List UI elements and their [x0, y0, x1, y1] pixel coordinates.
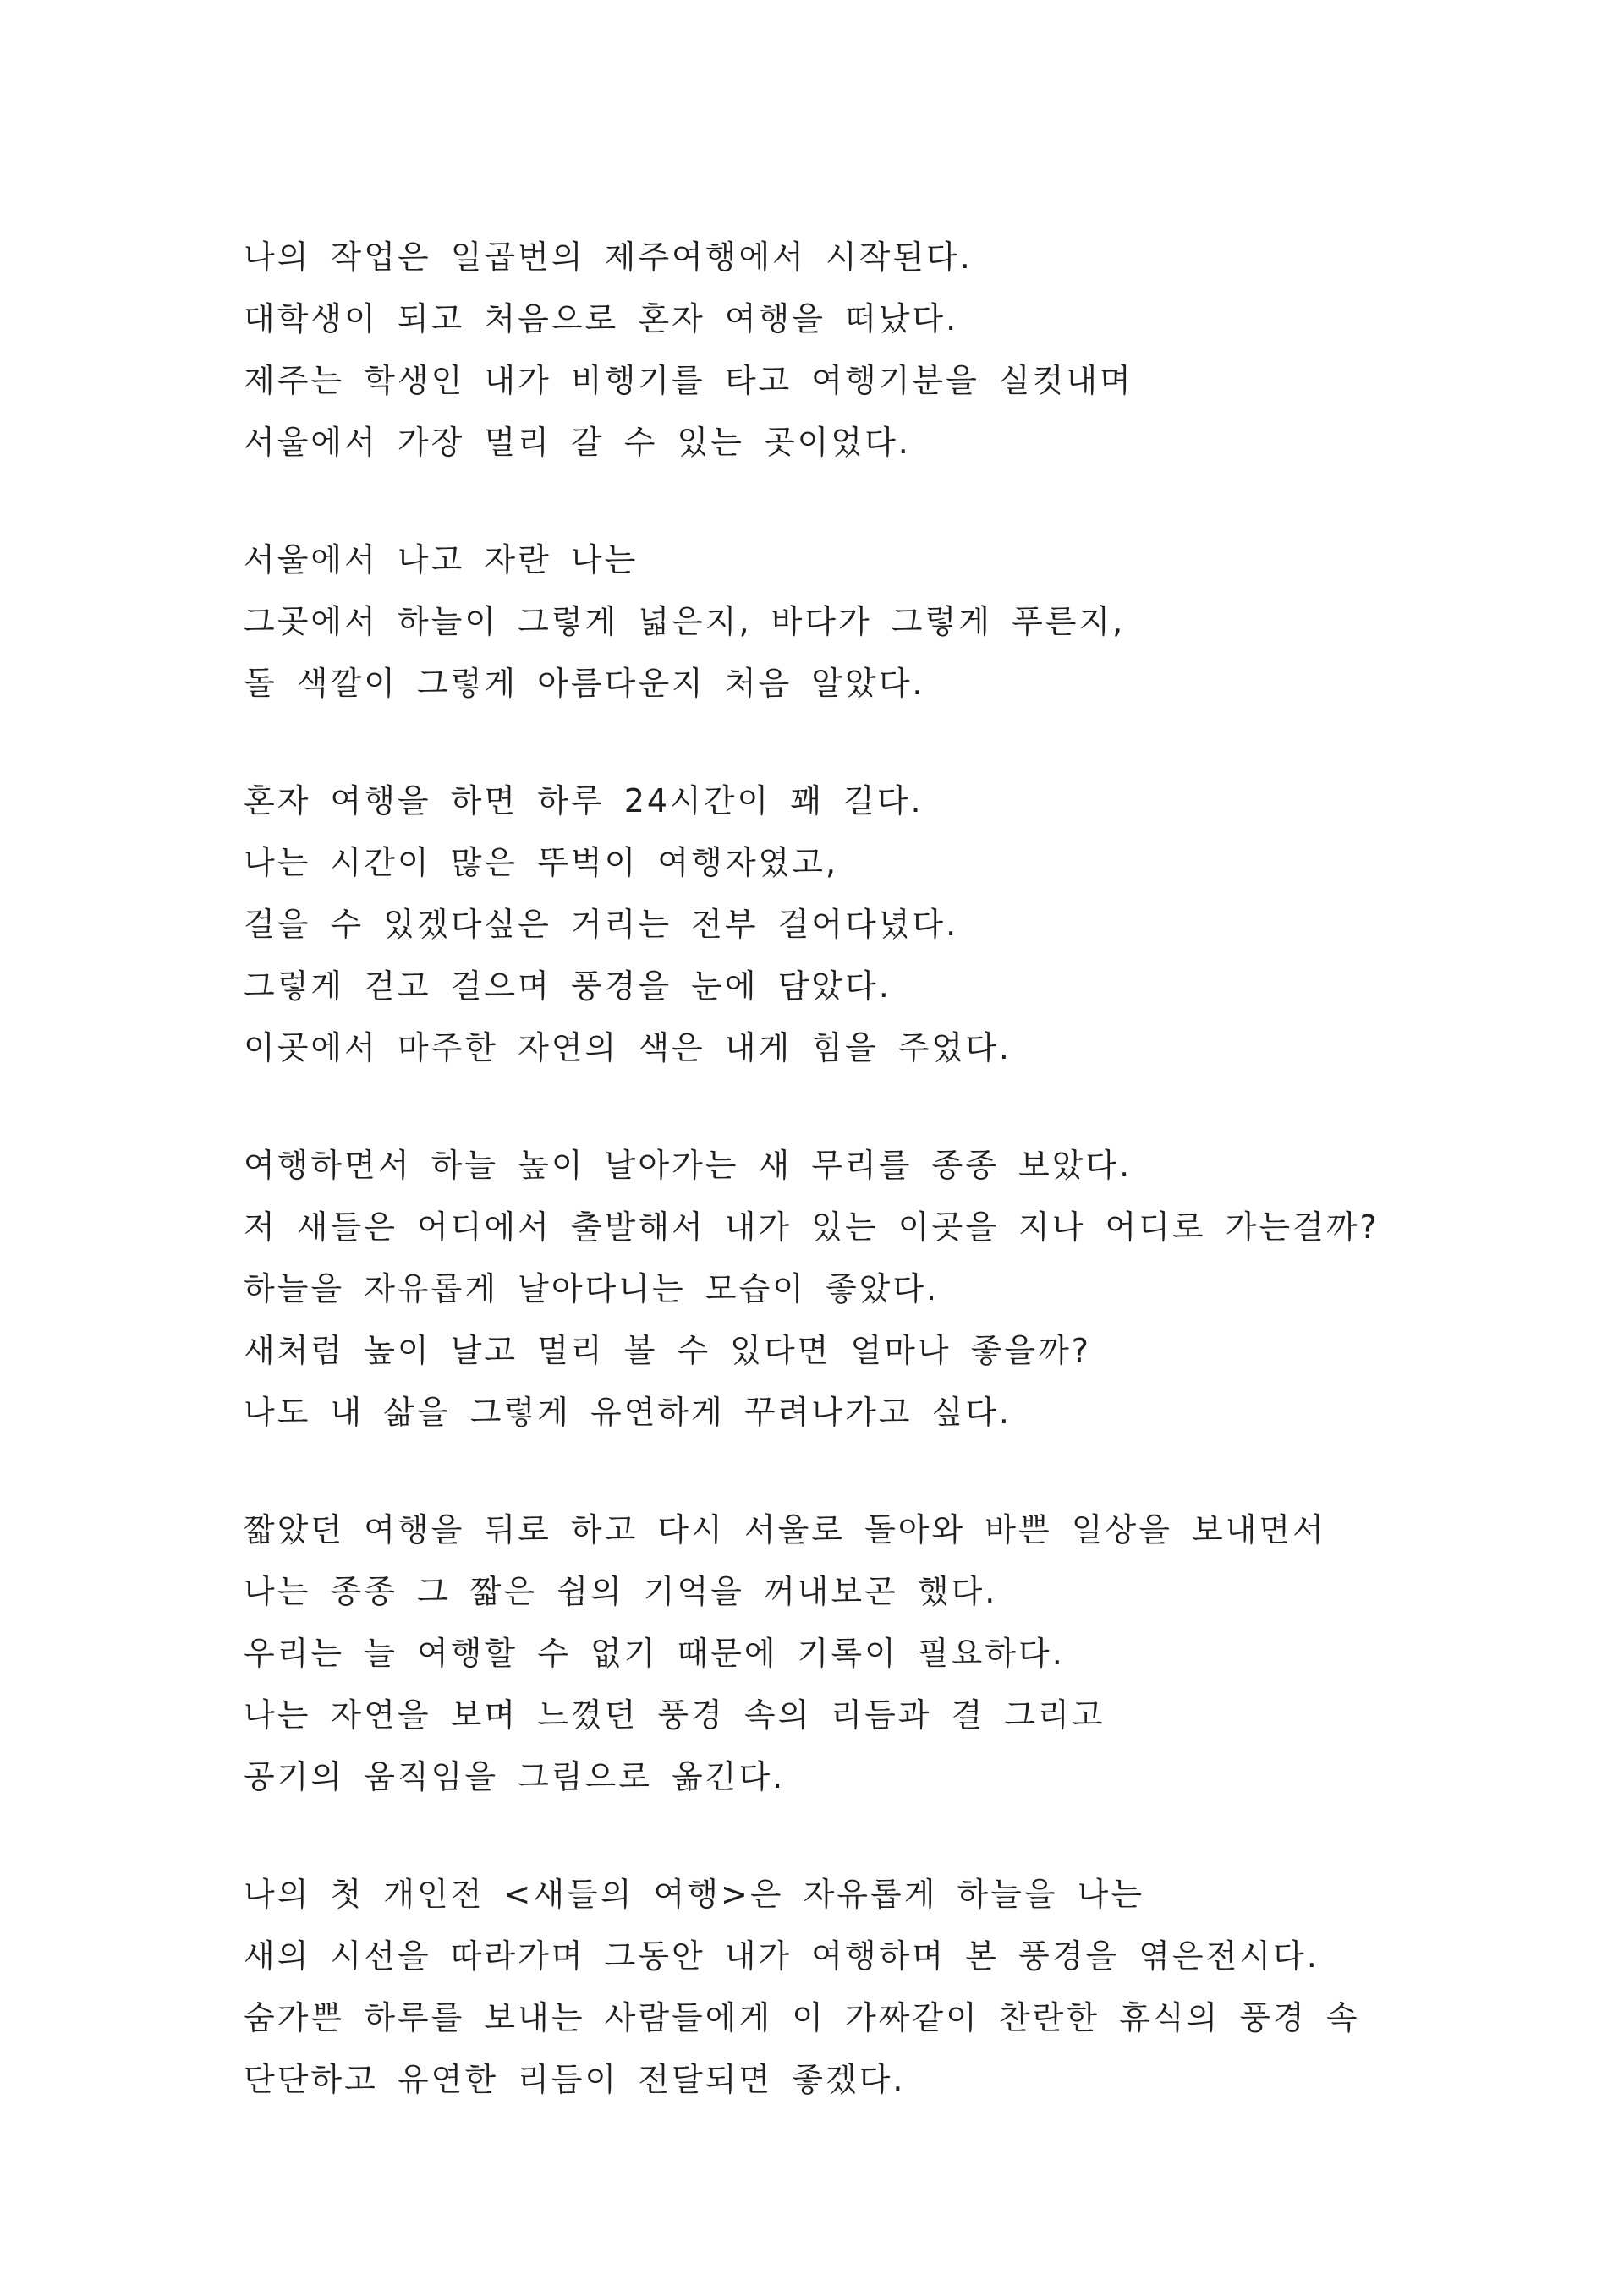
text-line: 제주는 학생인 내가 비행기를 타고 여행기분을 실컷내며 — [244, 362, 1133, 399]
text-line: 하늘을 자유롭게 날아다니는 모습이 좋았다. — [244, 1270, 940, 1307]
paragraph-5 — [244, 1499, 1428, 1808]
text-line: 나의 작업은 일곱번의 제주여행에서 시작된다. — [244, 238, 973, 276]
artist-statement — [244, 227, 1428, 2167]
text-line: 나는 종종 그 짧은 쉼의 기억을 꺼내보곤 했다. — [244, 1573, 998, 1610]
text-line: 서울에서 나고 자란 나는 — [244, 541, 639, 578]
paragraph-4 — [244, 1135, 1428, 1444]
text-line: 저 새들은 어디에서 출발해서 내가 있는 이곳을 지나 어디로 가는걸까? — [244, 1208, 1380, 1246]
paragraph-1 — [244, 227, 1428, 474]
text-line: 나는 자연을 보며 느꼈던 풍경 속의 리듬과 결 그리고 — [244, 1696, 1106, 1734]
text-line: 그렇게 걷고 걸으며 풍경을 눈에 담았다. — [244, 967, 892, 1005]
paragraph-2 — [244, 529, 1428, 715]
text-line: 걸을 수 있겠다싶은 거리는 전부 걸어다녔다. — [244, 906, 959, 943]
text-line: 서울에서 가장 멀리 갈 수 있는 곳이었다. — [244, 424, 911, 461]
text-line: 나도 내 삶을 그렇게 유연하게 꾸려나가고 싶다. — [244, 1394, 1012, 1431]
paragraph-6 — [244, 1864, 1428, 2111]
text-line: 대학생이 되고 처음으로 혼자 여행을 떠났다. — [244, 300, 959, 337]
text-line: 새처럼 높이 날고 멀리 볼 수 있다면 얼마나 좋을까? — [244, 1332, 1091, 1369]
text-line: 혼자 여행을 하면 하루 24시간이 꽤 길다. — [244, 782, 924, 819]
text-line: 새의 시선을 따라가며 그동안 내가 여행하며 본 풍경을 엮은전시다. — [244, 1937, 1320, 1975]
text-line: 나의 첫 개인전 <새들의 여행>은 자유롭게 하늘을 나는 — [244, 1876, 1145, 1913]
text-line: 숨가쁜 하루를 보내는 사람들에게 이 가짜같이 찬란한 휴식의 풍경 속 — [244, 1999, 1360, 2036]
text-line: 우리는 늘 여행할 수 없기 때문에 기록이 필요하다. — [244, 1635, 1065, 1672]
text-line: 여행하면서 하늘 높이 날아가는 새 무리를 종종 보았다. — [244, 1147, 1133, 1184]
text-line: 짧았던 여행을 뒤로 하고 다시 서울로 돌아와 바쁜 일상을 보내면서 — [244, 1511, 1326, 1548]
paragraph-3 — [244, 770, 1428, 1079]
text-line: 그곳에서 하늘이 그렇게 넓은지, 바다가 그렇게 푸른지, — [244, 603, 1126, 640]
text-line: 돌 색깔이 그렇게 아름다운지 처음 알았다. — [244, 665, 925, 702]
text-line: 공기의 움직임을 그림으로 옮긴다. — [244, 1758, 786, 1795]
text-line: 나는 시간이 많은 뚜벅이 여행자였고, — [244, 844, 839, 881]
text-line: 단단하고 유연한 리듬이 전달되면 좋겠다. — [244, 2061, 906, 2098]
text-line: 이곳에서 마주한 자연의 색은 내게 힘을 주었다. — [244, 1029, 1012, 1066]
